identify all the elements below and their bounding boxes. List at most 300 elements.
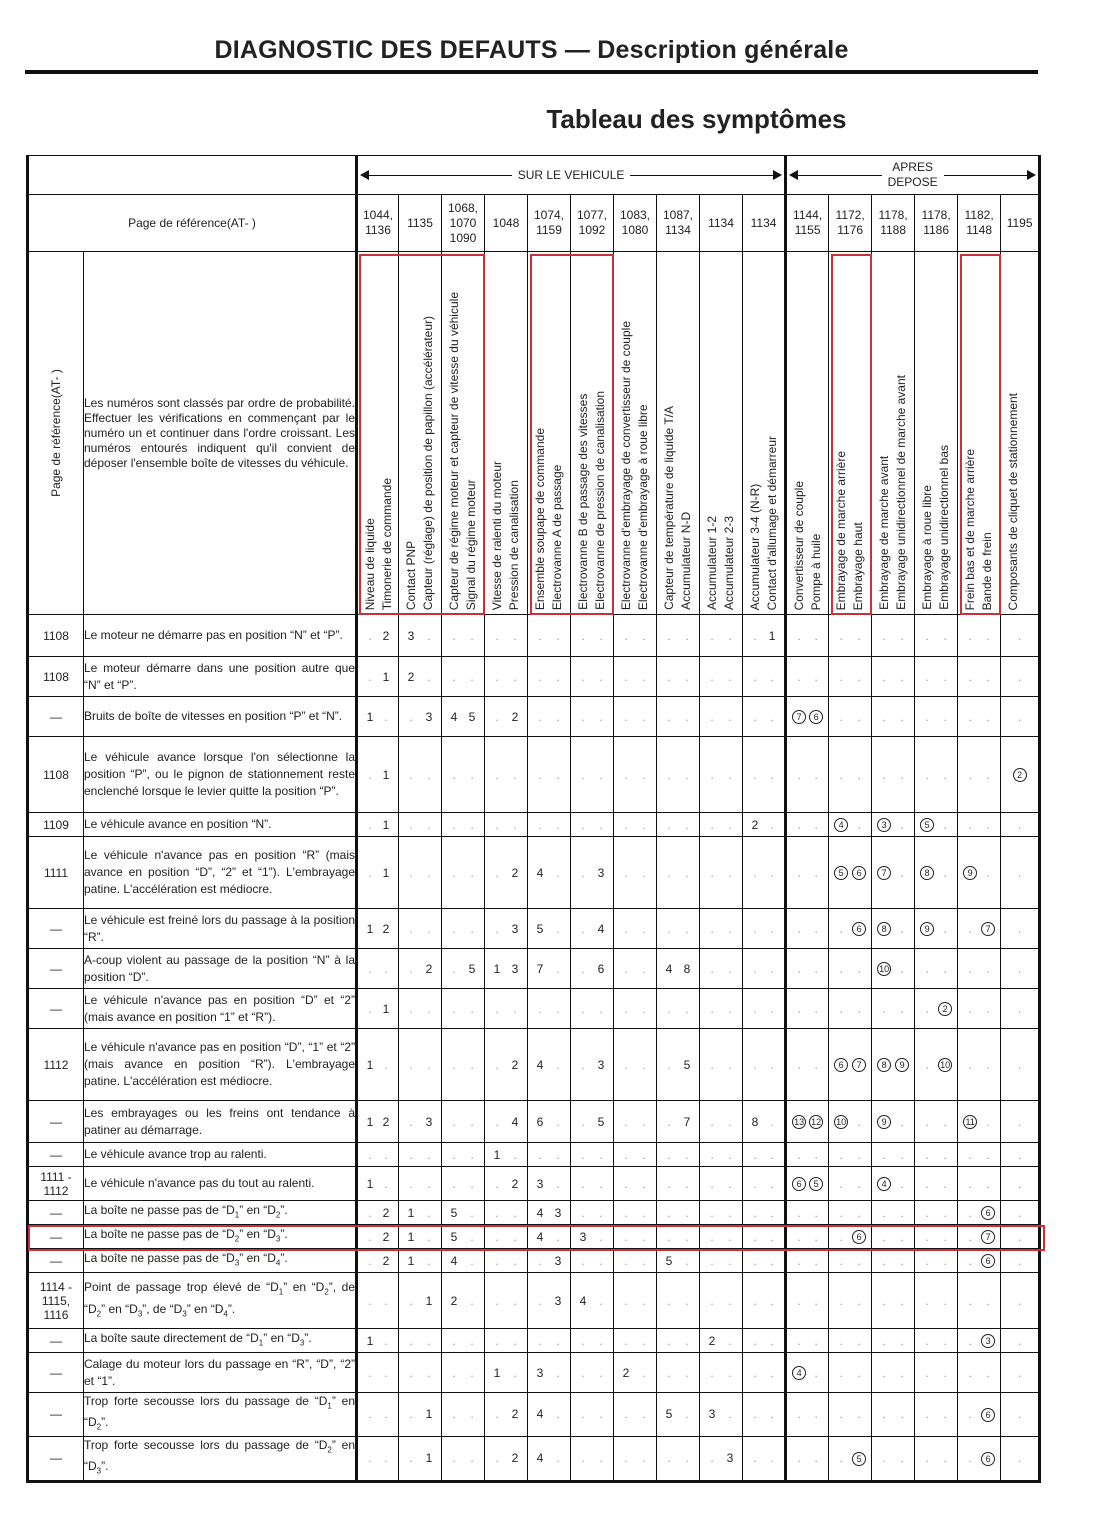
symptom-cell [399,1101,442,1143]
table-row[interactable] [28,1393,1040,1437]
symptom-cell [442,1029,485,1101]
empty-slot: . [1017,961,1022,976]
empty-slot: . [667,1293,671,1308]
empty-slot: . [728,865,732,880]
symptom-cell [357,949,399,989]
symptom-cell [357,1273,399,1329]
circled-number: 5 [833,865,849,880]
symptom-cell [700,837,743,909]
empty-slot: . [470,628,474,643]
symptom-cell [442,837,485,909]
empty-slot: . [427,1253,431,1268]
empty-slot: . [556,921,560,936]
empty-slot: . [839,1293,843,1308]
empty-slot: . [470,921,474,936]
empty-slot: . [900,1229,904,1244]
symptom-cell [872,1167,915,1201]
symptom-cell [614,813,657,837]
empty-slot: . [556,817,560,832]
symptom-cell [614,657,657,697]
symptom-cell [357,1029,399,1101]
empty-slot: . [599,1365,603,1380]
empty-slot: . [797,1229,801,1244]
symptom-cell [442,1225,485,1249]
empty-slot: . [368,1451,372,1466]
symptom-cell [1001,1273,1040,1329]
table-row[interactable] [28,615,1040,657]
empty-slot: . [986,1057,990,1072]
empty-slot: . [710,767,714,782]
empty-slot: . [900,1451,904,1466]
symptom-cell [528,1393,571,1437]
symptom-cell [571,615,614,657]
symptom-cell [442,1249,485,1273]
symptom-cell [528,1167,571,1201]
priority-number: 2 [511,1451,519,1466]
symptom-cell [528,1353,571,1393]
symptom-cell [958,949,1001,989]
symptom-cell [829,615,872,657]
empty-slot: . [470,1147,474,1162]
symptom-cell [700,1353,743,1393]
empty-slot: . [839,921,843,936]
empty-slot: . [943,1176,947,1191]
table-row[interactable] [28,1225,1040,1249]
symptom-cell [786,949,829,989]
empty-slot: . [770,1147,774,1162]
symptom-cell [399,657,442,697]
priority-number: 4 [536,1407,544,1422]
symptom-cell [743,989,786,1029]
empty-slot: . [685,1451,689,1466]
priority-number: 1 [768,628,776,643]
empty-slot: . [925,1333,929,1348]
symptom-cell [571,1167,614,1201]
empty-slot: . [495,817,499,832]
priority-number: 2 [382,921,390,936]
symptom-cell [786,1393,829,1437]
empty-slot: . [599,1229,603,1244]
circled-number: 7 [876,865,892,880]
empty-slot: . [968,709,972,724]
empty-slot: . [452,628,456,643]
priority-number: 3 [407,628,415,643]
empty-slot: . [968,1451,972,1466]
empty-slot: . [642,1147,646,1162]
empty-slot: . [857,628,861,643]
empty-slot: . [710,1176,714,1191]
empty-slot: . [368,1205,372,1220]
symptom-cell [485,813,528,837]
arrow-left-icon [360,170,369,180]
column-page-ref: 1083, 1080 [614,195,657,252]
row-symptom: Le moteur ne démarre pas en position “N” et “P”. [84,615,357,657]
empty-slot: . [368,961,372,976]
symptom-cell [357,1249,399,1273]
row-page-ref: — [28,1353,84,1393]
group-label: SUR LE VEHICULE [517,167,625,182]
symptom-cell [614,1029,657,1101]
empty-slot: . [753,1293,757,1308]
empty-slot: . [900,709,904,724]
empty-slot: . [624,1176,628,1191]
symptom-cell [700,813,743,837]
empty-slot: . [753,1147,757,1162]
circled-number: 10 [836,1117,847,1127]
priority-number: 2 [425,961,433,976]
symptom-cell [915,1101,958,1143]
empty-slot: . [470,767,474,782]
symptom-cell [528,1225,571,1249]
symptom-cell [786,697,829,737]
empty-slot: . [900,1001,904,1016]
symptom-cell [528,657,571,697]
column-header [786,252,829,615]
empty-slot: . [538,1147,542,1162]
empty-slot: . [624,1147,628,1162]
priority-number: 6 [597,961,605,976]
empty-slot: . [470,1205,474,1220]
empty-slot: . [495,628,499,643]
empty-slot: . [384,1451,388,1466]
empty-slot: . [513,669,517,684]
empty-slot: . [814,1293,818,1308]
empty-slot: . [624,767,628,782]
symptom-cell [829,1029,872,1101]
column-header-label: Embrayage de marche avant Embrayage unidirectionnel de marche avant [877,375,909,610]
priority-number: 2 [511,1407,519,1422]
symptom-cell [528,949,571,989]
row-page-ref: 1114 - 1115, 1116 [28,1273,84,1329]
symptom-cell [399,615,442,657]
empty-slot: . [538,1001,542,1016]
empty-slot: . [753,1333,757,1348]
empty-slot: . [882,1451,886,1466]
table-row[interactable] [28,909,1040,949]
empty-slot: . [968,1407,972,1422]
table-row[interactable] [28,813,1040,837]
priority-number: 1 [366,1176,374,1191]
table-row[interactable] [28,737,1040,813]
symptom-cell [399,1436,442,1481]
symptom-cell [442,1201,485,1225]
empty-slot: . [1017,628,1022,643]
symptom-cell [571,813,614,837]
empty-slot: . [900,961,904,976]
symptom-cell [915,1329,958,1353]
empty-slot: . [710,709,714,724]
table-row[interactable] [28,837,1040,909]
empty-slot: . [986,628,990,643]
row-symptom: Trop forte secousse lors du passage de “$D_2$” en “$D_3$”. [84,1436,357,1481]
symptom-cell [915,657,958,697]
table-row[interactable] [28,1167,1040,1201]
empty-slot: . [642,1365,646,1380]
empty-slot: . [882,669,886,684]
empty-slot: . [797,1001,801,1016]
table-row[interactable] [28,697,1040,737]
row-symptom: Le véhicule avance en position “N”. [84,813,357,837]
empty-slot: . [642,669,646,684]
empty-slot: . [857,961,861,976]
symptom-cell [528,813,571,837]
empty-slot: . [452,1176,456,1191]
circled-number: 6 [791,1176,807,1191]
symptom-cell [958,1101,1001,1143]
symptom-cell [485,1167,528,1201]
empty-slot: . [599,1451,603,1466]
symptom-cell [571,1329,614,1353]
row-symptom: Le véhicule avance trop au ralenti. [84,1143,357,1167]
empty-slot: . [556,1407,560,1422]
empty-slot: . [624,1229,628,1244]
priority-number: 5 [665,1253,673,1268]
table-row[interactable] [28,1143,1040,1167]
empty-slot: . [409,1451,413,1466]
table-row[interactable] [28,1101,1040,1143]
empty-slot: . [513,1001,517,1016]
empty-slot: . [728,1176,732,1191]
symptom-cell [872,1029,915,1101]
priority-number: 3 [708,1407,716,1422]
empty-slot: . [770,1333,774,1348]
empty-slot: . [581,767,585,782]
priority-number: 4 [536,1229,544,1244]
symptom-cell [958,1353,1001,1393]
empty-slot: . [685,1205,689,1220]
circled-number: 6 [980,1205,996,1220]
priority-number: 1 [382,1001,390,1016]
empty-slot: . [685,1365,689,1380]
group-after-removal [786,156,1040,195]
priority-number: 4 [536,1451,544,1466]
table-row[interactable] [28,1249,1040,1273]
symptom-cell [442,1273,485,1329]
empty-slot: . [753,1407,757,1422]
symptom-cell [915,1029,958,1101]
empty-slot: . [728,1365,732,1380]
empty-slot: . [797,1407,801,1422]
symptom-cell [700,1436,743,1481]
empty-slot: . [839,1451,843,1466]
circled-number: 6 [851,1229,867,1244]
empty-slot: . [857,817,861,832]
priority-number: 1 [366,1057,374,1072]
empty-slot: . [581,1114,585,1129]
symptom-cell [571,1436,614,1481]
priority-number: 2 [511,1176,519,1191]
table-row[interactable] [28,1201,1040,1225]
symptom-cell [485,1029,528,1101]
symptom-cell [528,615,571,657]
empty-slot: . [710,817,714,832]
symptom-cell [357,1393,399,1437]
empty-slot: . [384,961,388,976]
group-header-row [28,156,1040,195]
symptom-cell [1001,813,1040,837]
empty-slot: . [968,817,972,832]
empty-slot: . [624,865,628,880]
empty-slot: . [538,709,542,724]
symptom-cell [700,737,743,813]
empty-slot: . [384,1057,388,1072]
empty-slot: . [409,1057,413,1072]
empty-slot: . [710,1451,714,1466]
circled-number: 8 [876,1057,892,1072]
empty-slot: . [667,669,671,684]
symptom-cell [872,737,915,813]
symptom-cell [829,813,872,837]
priority-number: 4 [579,1293,587,1308]
table-row[interactable] [28,949,1040,989]
symptom-cell [872,1201,915,1225]
page-ref-vertical-cell [28,252,84,615]
empty-slot: . [624,1253,628,1268]
empty-slot: . [1017,1451,1022,1466]
empty-slot: . [452,1114,456,1129]
empty-slot: . [986,1147,990,1162]
symptom-cell [1001,1101,1040,1143]
empty-slot: . [581,1407,585,1422]
empty-slot: . [495,669,499,684]
empty-slot: . [538,1253,542,1268]
priority-number: 3 [554,1293,562,1308]
empty-slot: . [513,1147,517,1162]
symptom-cell [614,949,657,989]
table-row[interactable] [28,1329,1040,1353]
table-row[interactable] [28,1436,1040,1481]
empty-slot: . [857,1205,861,1220]
empty-slot: . [770,1293,774,1308]
symptom-cell [915,1249,958,1273]
symptom-cell [357,1225,399,1249]
empty-slot: . [857,1407,861,1422]
empty-slot: . [624,1205,628,1220]
empty-slot: . [925,767,929,782]
symptom-cell [743,1225,786,1249]
empty-slot: . [685,767,689,782]
symptom-cell [958,1143,1001,1167]
symptom-cell [700,949,743,989]
empty-slot: . [452,1001,456,1016]
symptom-cell [485,615,528,657]
symptom-cell [1001,989,1040,1029]
empty-slot: . [452,1407,456,1422]
symptom-cell [743,949,786,989]
table-row[interactable] [28,1353,1040,1393]
empty-slot: . [797,961,801,976]
empty-slot: . [368,1253,372,1268]
column-page-ref: 1134 [700,195,743,252]
empty-slot: . [427,865,431,880]
table-row[interactable] [28,1273,1040,1329]
priority-number: 1 [407,1229,415,1244]
empty-slot: . [839,1407,843,1422]
symptom-cell [614,615,657,657]
priority-number: 5 [536,921,544,936]
symptom-cell [571,1273,614,1329]
empty-slot: . [685,1253,689,1268]
empty-slot: . [882,1365,886,1380]
symptom-cell [786,1353,829,1393]
empty-slot: . [968,767,972,782]
symptom-cell [357,1436,399,1481]
symptom-cell [485,837,528,909]
symptom-cell [958,1225,1001,1249]
symptom-cell [399,1201,442,1225]
empty-slot: . [814,628,818,643]
table-row[interactable] [28,1029,1040,1101]
symptom-cell [743,1029,786,1101]
symptom-cell [528,1101,571,1143]
symptom-cell [1001,949,1040,989]
empty-slot: . [667,865,671,880]
empty-slot: . [770,1001,774,1016]
symptom-cell [571,989,614,1029]
row-symptom: Le véhicule n'avance pas en position “D”, “1” et “2” (mais avance en position “R”). L'embrayage patine. L'accélération est médiocre. [84,1029,357,1101]
symptom-cell [786,1225,829,1249]
empty-slot: . [900,767,904,782]
empty-slot: . [839,1205,843,1220]
empty-slot: . [599,1293,603,1308]
circled-number: 9 [919,921,935,936]
empty-slot: . [839,709,843,724]
table-row[interactable] [28,989,1040,1029]
symptom-cell [786,837,829,909]
circled-number: 4 [791,1365,807,1380]
empty-slot: . [581,1057,585,1072]
symptom-cell [786,1029,829,1101]
empty-slot: . [986,1114,990,1129]
symptom-cell [485,1143,528,1167]
empty-slot: . [452,669,456,684]
empty-slot: . [710,961,714,976]
empty-slot: . [753,1365,757,1380]
group-on-vehicle [357,156,786,195]
empty-slot: . [968,628,972,643]
empty-slot: . [728,961,732,976]
symptom-cell [485,1273,528,1329]
table-row[interactable] [28,657,1040,697]
empty-slot: . [452,865,456,880]
symptom-cell [614,1273,657,1329]
empty-slot: . [797,1333,801,1348]
symptom-cell [700,1143,743,1167]
empty-slot: . [882,709,886,724]
symptom-cell [743,1353,786,1393]
symptom-cell [485,909,528,949]
symptom-cell [786,1329,829,1353]
circled-number: 6 [980,1407,996,1422]
priority-number: 2 [511,1057,519,1072]
circled-number: 10 [940,1060,951,1070]
priority-number: 5 [450,1205,458,1220]
empty-slot: . [770,1114,774,1129]
row-page-ref: — [28,1329,84,1353]
empty-slot: . [814,1333,818,1348]
circled-number: 6 [980,1451,996,1466]
symptom-cell [442,657,485,697]
row-symptom: Le véhicule n'avance pas du tout au ralenti. [84,1167,357,1201]
empty-slot: . [409,1407,413,1422]
priority-number: 7 [683,1114,691,1129]
empty-slot: . [1017,669,1022,684]
group-label: APRES DEPOSE [887,160,938,189]
symptom-cell [743,1201,786,1225]
symptom-cell [657,737,700,813]
empty-slot: . [728,628,732,643]
empty-slot: . [839,1229,843,1244]
